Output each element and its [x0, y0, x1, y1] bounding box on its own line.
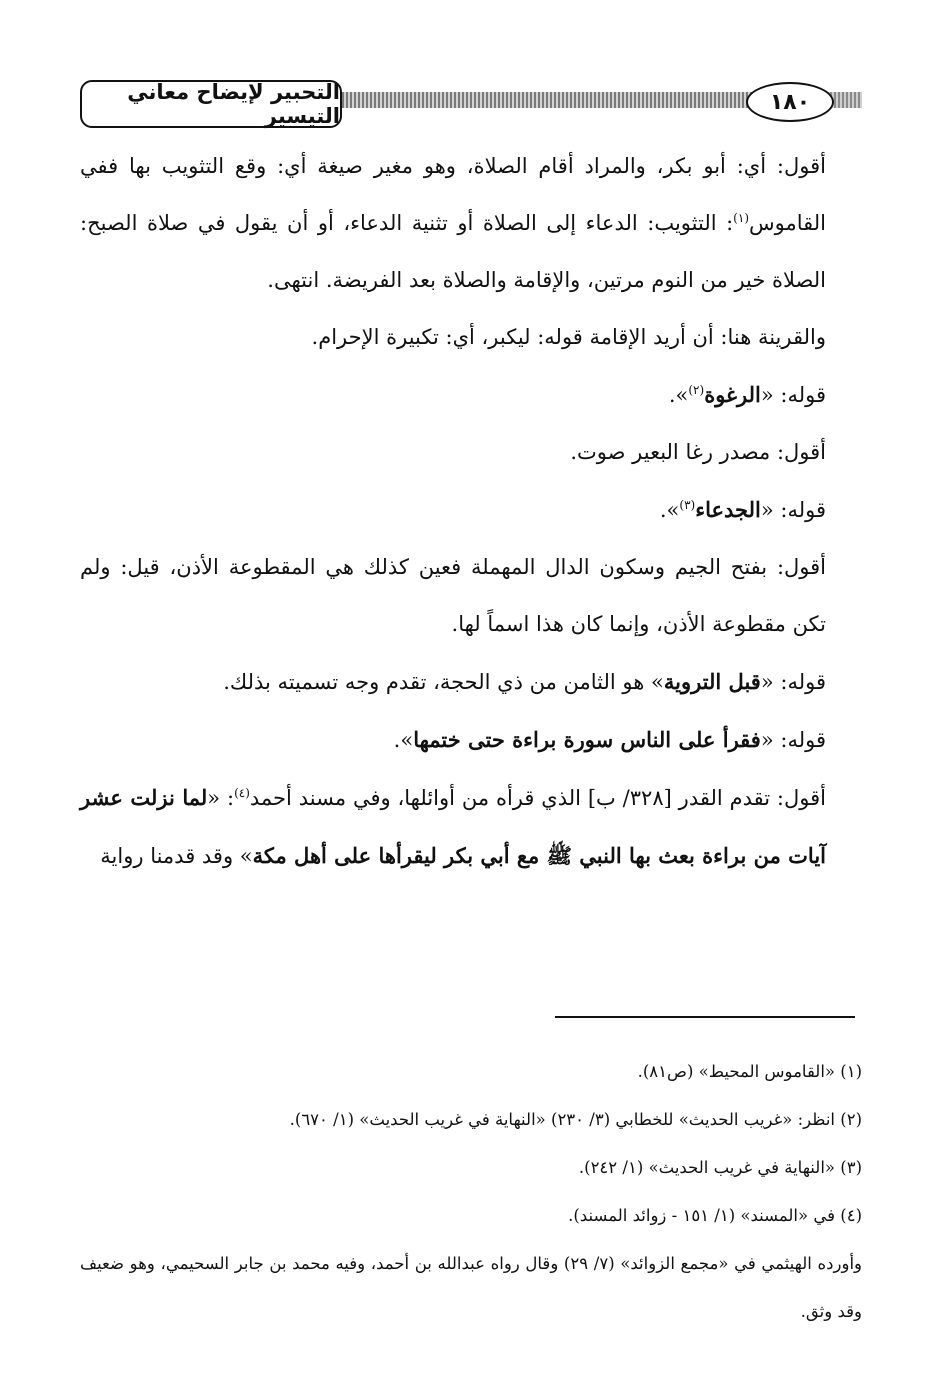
footnote-1: (١) «القاموس المحيط» (ص٨١).	[637, 1062, 862, 1081]
paragraph-9-text: أقول: تقدم القدر [٣٢٨/ ب] الذي قرأه من أوائلها، وفي مسند أحمد	[249, 786, 826, 810]
paragraph-5	[80, 481, 862, 539]
quoted-hadith: لما نزلت عشر آيات من براءة بعث بها النبي ﷺ مع أبي بكر ليقرأها على أهل مكة	[80, 785, 826, 868]
paragraph-2: والقرينة هنا: أن أريد الإقامة قوله: ليكبر، أي: تكبيرة الإحرام.	[311, 325, 826, 349]
quote-open: قوله: «	[760, 670, 826, 694]
quote-close: ».	[659, 498, 680, 522]
paragraph-4: أقول: مصدر رغا البعير صوت.	[570, 440, 826, 464]
quoted-text-baraa: فقرأ على الناس سورة براءة حتى ختمها	[413, 727, 761, 752]
quote-open: : «	[207, 786, 235, 810]
paragraph-3	[80, 366, 862, 424]
quote-close: ».	[393, 728, 414, 752]
paragraph-1-text: أقول: أي: أبو بكر، والمراد أقام الصلاة، وهو مغير صيغة أي: وقع التثويب بها ففي	[80, 154, 826, 178]
book-title: التحبير لإيضاح معاني التيسير	[80, 80, 342, 128]
quote-open: قوله: «	[760, 383, 826, 407]
paragraph-8	[80, 711, 862, 769]
footnote-ref-3: (٣)	[679, 498, 696, 512]
footnote-4: (٤) في «المسند» (١/ ١٥١ - زوائد المسند).	[568, 1206, 862, 1225]
paragraph-7-text: » هو الثامن من ذي الحجة، تقدم وجه تسميته بذلك.	[223, 670, 664, 694]
quote-open: قوله: «	[760, 498, 826, 522]
page-header	[80, 78, 862, 130]
footnote-ref-2: (٢)	[688, 383, 705, 397]
paragraph-1c-text: : التثويب: الدعاء إلى الصلاة أو تثنية الدعاء، أو أن يقول في صلاة الصبح: الصلاة خير من النوم مرتين، والإقامة والصلاة بعد الفريضة. انتهى.	[80, 211, 826, 292]
paragraph-7	[80, 653, 862, 711]
paragraph-6: أقول: بفتح الجيم وسكون الدال المهملة فعين كذلك هي المقطوعة الأذن، قيل: ولم تكن مقطوعة الأذن، وإنما كان هذا اسماً لها.	[80, 555, 826, 636]
footnotes	[80, 1048, 862, 1336]
quoted-term-jadaa: الجدعاء	[695, 497, 761, 522]
paragraph-9	[80, 769, 862, 885]
footnote-4-continued: وأورده الهيثمي في «مجمع الزوائد» (٧/ ٢٩) وقال رواه عبدالله بن أحمد، وفيه محمد بن جابر السحيمي، وهو ضعيف وقد وثق.	[80, 1254, 862, 1321]
quote-open: قوله: «	[760, 728, 826, 752]
quote-close: ».	[668, 383, 689, 407]
quoted-term-ragwa: الرغوة	[704, 382, 761, 407]
quoted-term-tarwiya: قبل التروية	[663, 669, 761, 694]
footnote-ref-1: (١)	[733, 211, 749, 225]
main-text	[80, 138, 862, 885]
footnote-2: (٢) انظر: «غريب الحديث» للخطابي (٣/ ٢٣٠) «النهاية في غريب الحديث» (١/ ٦٧٠).	[289, 1110, 862, 1129]
footnote-ref-4: (٤)	[234, 786, 250, 800]
page-number: ١٨٠	[746, 82, 834, 122]
footnote-separator	[555, 1016, 855, 1018]
paragraph-9-end: » وقد قدمنا رواية	[100, 844, 253, 868]
footnote-3: (٣) «النهاية في غريب الحديث» (١/ ٢٤٢).	[578, 1158, 862, 1177]
paragraph-1	[80, 138, 862, 309]
paragraph-1b-text: القاموس	[749, 211, 826, 235]
header-ornament-band-dark	[342, 92, 792, 108]
